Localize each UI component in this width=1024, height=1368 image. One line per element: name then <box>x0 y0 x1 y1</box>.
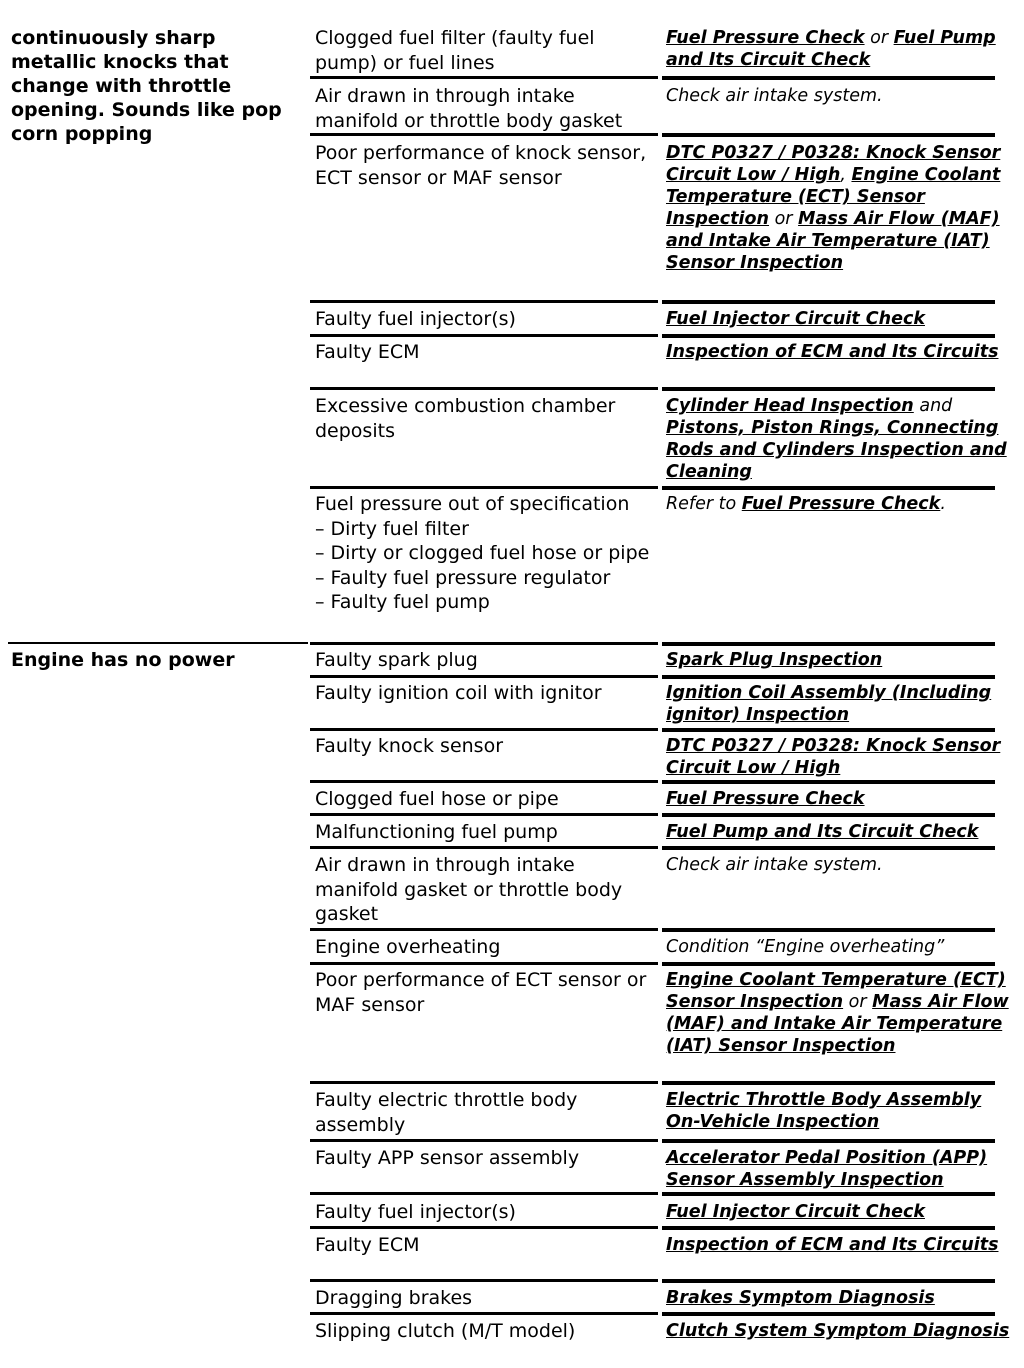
cause-cell: Faulty knock sensor <box>315 735 504 757</box>
row-divider <box>310 846 658 849</box>
row-divider <box>662 387 995 391</box>
reference-cell <box>666 1201 1016 1223</box>
row-divider <box>310 300 658 303</box>
row-divider <box>310 76 658 79</box>
reference-cell <box>666 493 1016 515</box>
reference-cell <box>666 1234 1016 1256</box>
reference-text: or <box>843 992 873 1012</box>
reference-link[interactable]: Inspection of ECM and Its Circuits <box>666 342 999 362</box>
reference-text: Check air intake system. <box>666 855 883 875</box>
cause-cell: Faulty spark plug <box>315 649 478 671</box>
reference-cell <box>666 142 1016 274</box>
reference-link[interactable]: Brakes Symptom Diagnosis <box>666 1288 935 1308</box>
reference-link[interactable]: Ignition Coil Assembly (Including ignitor) Inspection <box>666 683 992 725</box>
row-divider <box>662 76 995 80</box>
row-divider <box>310 1139 658 1142</box>
reference-cell <box>666 936 1016 958</box>
reference-link[interactable]: Fuel Pressure Check <box>666 28 865 48</box>
row-divider <box>662 928 995 932</box>
reference-link[interactable]: Fuel Pressure Check <box>741 494 941 514</box>
reference-cell <box>666 735 1016 779</box>
reference-text: . <box>940 494 946 514</box>
row-divider <box>662 300 995 304</box>
reference-cell <box>666 341 1016 363</box>
reference-link[interactable]: Engine Coolant Temperature (ECT) Sensor Inspection <box>666 970 1006 1012</box>
row-divider <box>310 334 658 337</box>
row-divider <box>310 962 658 965</box>
reference-link[interactable]: Accelerator Pedal Position (APP) Sensor Assembly Inspection <box>666 1148 988 1190</box>
cause-cell: Engine overheating <box>315 936 501 958</box>
reference-text: Condition “Engine overheating” <box>666 937 945 957</box>
reference-link[interactable]: Engine Coolant Temperature (ECT) Sensor Inspection <box>666 165 1001 229</box>
reference-text: , <box>840 165 852 185</box>
row-divider <box>310 387 658 390</box>
row-divider <box>310 1312 658 1315</box>
row-divider <box>310 675 658 678</box>
reference-link[interactable]: Mass Air Flow (MAF) and Intake Air Temperature (IAT) Sensor Inspection <box>666 209 1000 273</box>
row-divider <box>310 486 658 489</box>
reference-cell <box>666 969 1016 1057</box>
row-divider <box>310 1081 658 1084</box>
reference-cell <box>666 1147 1016 1191</box>
row-divider <box>662 1192 995 1196</box>
cause-cell: Faulty ECM <box>315 1234 420 1256</box>
row-divider <box>310 1192 658 1195</box>
cause-cell: Slipping clutch (M/T model) <box>315 1320 576 1342</box>
cause-cell: Faulty ignition coil with ignitor <box>315 682 602 704</box>
cause-cell: Fuel pressure out of specification – Dirty fuel filter – Dirty or clogged fuel hose or pipe – Faulty fuel pressure regulator – Faulty fuel pump <box>315 493 650 613</box>
reference-cell <box>666 1320 1016 1342</box>
row-divider <box>662 675 995 679</box>
reference-cell <box>666 85 1016 107</box>
row-divider <box>662 642 995 646</box>
reference-text: Refer to <box>666 494 742 514</box>
reference-link[interactable]: Inspection of ECM and Its Circuits <box>666 1235 999 1255</box>
reference-link[interactable]: Pistons, Piston Rings, Connecting Rods and Cylinders Inspection and Cleaning <box>666 418 1007 482</box>
reference-link[interactable]: Clutch System Symptom Diagnosis <box>666 1321 1010 1341</box>
row-divider <box>662 846 995 850</box>
reference-link[interactable]: Fuel Injector Circuit Check <box>666 309 925 329</box>
row-divider <box>662 1226 995 1230</box>
row-divider <box>662 780 995 784</box>
cause-cell: Excessive combustion chamber deposits <box>315 395 616 442</box>
row-divider <box>310 928 658 931</box>
row-divider <box>662 962 995 966</box>
reference-cell <box>666 308 1016 330</box>
reference-link[interactable]: Electric Throttle Body Assembly On-Vehicle Inspection <box>666 1090 982 1132</box>
reference-text: and <box>913 396 953 416</box>
reference-link[interactable]: DTC P0327 / P0328: Knock Sensor Circuit Low / High <box>666 736 1001 778</box>
reference-cell <box>666 649 1016 671</box>
cause-cell: Faulty ECM <box>315 341 420 363</box>
cause-cell: Faulty electric throttle body assembly <box>315 1089 578 1136</box>
cause-cell: Air drawn in through intake manifold gasket or throttle body gasket <box>315 854 623 925</box>
reference-cell <box>666 788 1016 810</box>
reference-cell <box>666 1287 1016 1309</box>
row-divider <box>310 1279 658 1282</box>
reference-text: or <box>864 28 894 48</box>
cause-cell: Faulty APP sensor assembly <box>315 1147 580 1169</box>
reference-cell <box>666 682 1016 726</box>
reference-cell <box>666 1089 1016 1133</box>
row-divider <box>310 642 658 645</box>
reference-text: or <box>769 209 799 229</box>
row-divider <box>310 813 658 816</box>
reference-link[interactable]: Fuel Pressure Check <box>666 789 865 809</box>
row-divider <box>662 1139 995 1143</box>
cause-cell: Air drawn in through intake manifold or throttle body gasket <box>315 85 623 132</box>
reference-cell <box>666 395 1016 483</box>
row-divider <box>662 334 995 338</box>
row-divider <box>662 1312 995 1316</box>
row-divider <box>662 1279 995 1283</box>
reference-link[interactable]: DTC P0327 / P0328: Knock Sensor Circuit Low / High <box>666 143 1001 185</box>
row-divider <box>662 813 995 817</box>
reference-text: Check air intake system. <box>666 86 883 106</box>
row-divider <box>310 728 658 731</box>
row-divider <box>662 486 995 490</box>
reference-link[interactable]: Spark Plug Inspection <box>666 650 883 670</box>
row-divider <box>662 133 995 137</box>
cause-cell: Faulty fuel injector(s) <box>315 308 516 330</box>
cause-cell: Malfunctioning fuel pump <box>315 821 558 843</box>
cause-cell: Poor performance of knock sensor, ECT sensor or MAF sensor <box>315 142 647 189</box>
cause-cell: Dragging brakes <box>315 1287 473 1309</box>
cause-cell: Clogged fuel hose or pipe <box>315 788 559 810</box>
reference-link[interactable]: Fuel Injector Circuit Check <box>666 1202 925 1222</box>
symptom-label-no-power: Engine has no power <box>11 649 235 671</box>
row-divider <box>662 1081 995 1085</box>
cause-cell: Faulty fuel injector(s) <box>315 1201 516 1223</box>
cause-cell: Poor performance of ECT sensor or MAF sensor <box>315 969 647 1016</box>
reference-cell <box>666 821 1016 843</box>
reference-cell <box>666 854 1016 876</box>
reference-link[interactable]: Mass Air Flow (MAF) and Intake Air Temperature (IAT) Sensor Inspection <box>666 992 1009 1056</box>
cause-cell: Clogged fuel filter (faulty fuel pump) or fuel lines <box>315 27 595 74</box>
reference-link[interactable]: Fuel Pump and Its Circuit Check <box>666 822 979 842</box>
symptom-divider <box>8 642 308 644</box>
reference-link[interactable]: Cylinder Head Inspection <box>666 396 914 416</box>
symptom-label-knocks: continuously sharp metallic knocks that change with throttle opening. Sounds like pop corn popping <box>11 27 282 145</box>
row-divider <box>310 133 658 136</box>
row-divider <box>662 728 995 732</box>
row-divider <box>310 1226 658 1229</box>
reference-cell <box>666 27 1016 71</box>
reference-link[interactable]: Fuel Pump and Its Circuit Check <box>666 28 996 70</box>
row-divider <box>310 780 658 783</box>
